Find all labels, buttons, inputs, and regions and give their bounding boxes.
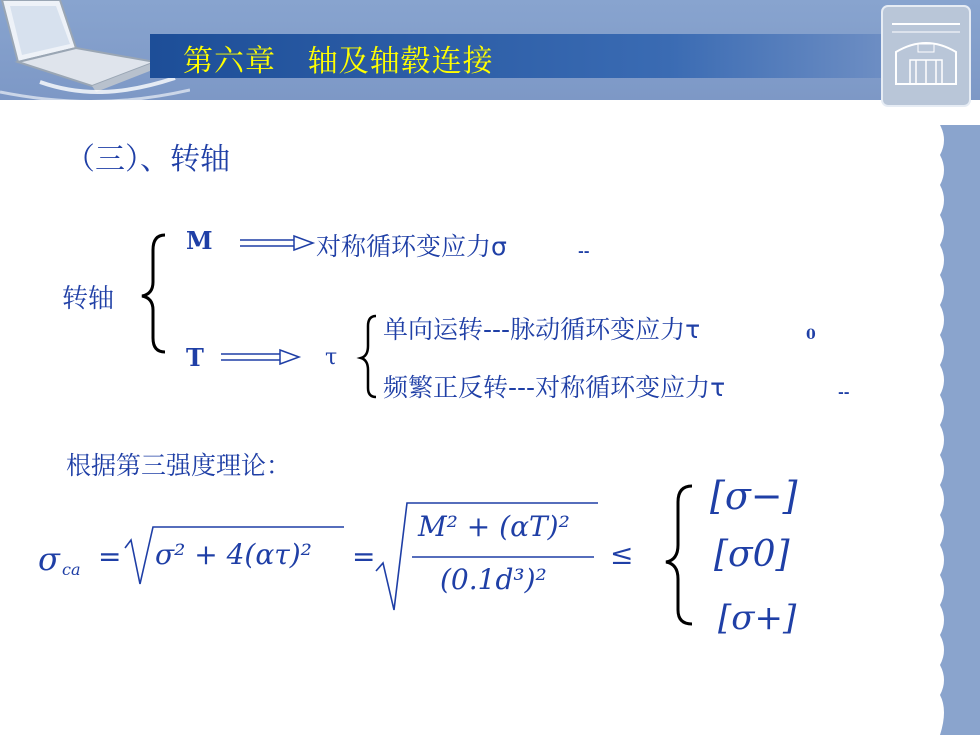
t-case1-sub: 0 [806, 327, 816, 343]
formula-leq: ≤ [610, 538, 634, 571]
formula-eq1: = [98, 540, 122, 573]
t-result: τ [325, 345, 338, 370]
t-case-reversing: 频繁正反转---对称循环变应力τ [383, 373, 726, 402]
theory-label: 根据第三强度理论： [66, 451, 292, 480]
t-label: T [186, 343, 204, 372]
formula-lhs: σ [38, 540, 60, 578]
t-case2-sub: -- [838, 385, 850, 401]
formula-lhs-sub: ca [62, 560, 81, 579]
m-label: M [186, 226, 213, 255]
m-result-sub: -- [578, 244, 590, 260]
section-heading: （三）、转轴 [65, 142, 230, 177]
formula-expr1: σ² + 4(ατ)² [155, 538, 312, 571]
t-arrow-icon [221, 350, 299, 364]
m-result: 对称循环变应力σ [316, 232, 507, 261]
t-case-unidirectional: 单向运转---脉动循环变应力τ [383, 315, 701, 344]
formula-numerator: M² + (αT)² [418, 510, 570, 543]
formula-denominator: (0.1d³)² [440, 563, 547, 596]
bound-plus: [σ+] [718, 598, 797, 638]
formula-eq2: = [352, 540, 376, 573]
m-arrow-icon [240, 236, 313, 250]
root-label: 转轴 [62, 284, 115, 314]
chapter-title: 第六章 轴及轴毂连接 [183, 44, 494, 79]
bound-zero: [σ0] [714, 534, 790, 575]
bound-minus: [σ−] [710, 474, 798, 518]
